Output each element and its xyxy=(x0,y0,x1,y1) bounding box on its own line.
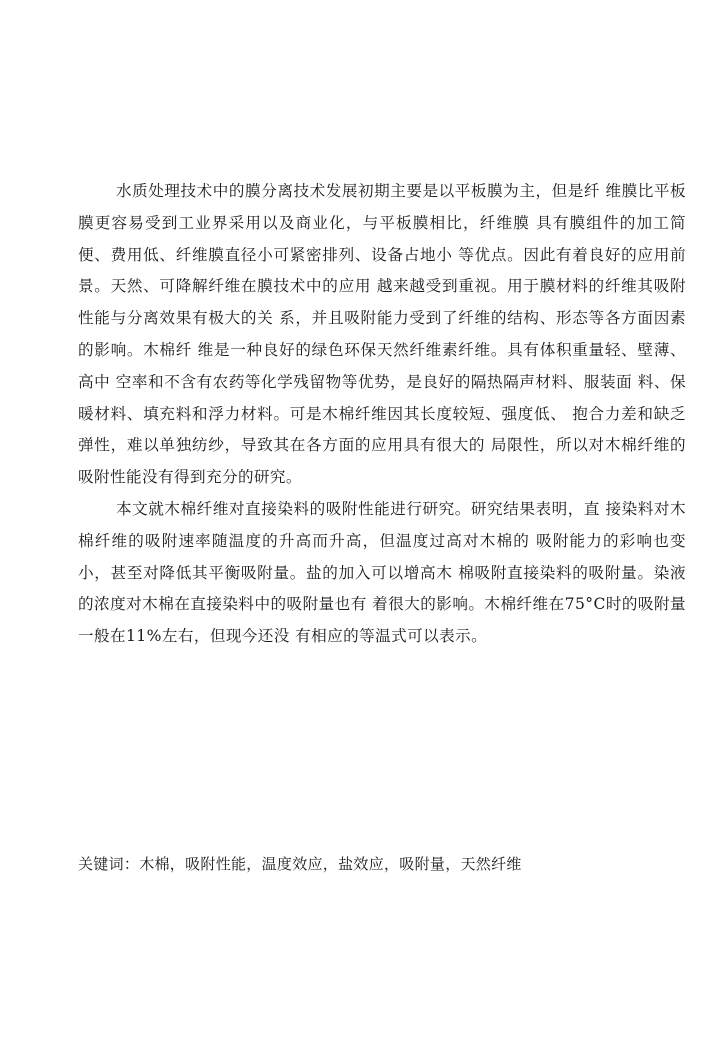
abstract-paragraph-2: 本文就木棉纤维对直接染料的吸附性能进行研究。研究结果表明，直 接染料对木棉纤维的吸附速率随温度的升高而升高，但温度过高对木棉的 吸附能力的彩响也变小，甚至对降低其平衡吸附量。盐的加入可以增高木 棉吸附直接染料的吸附量。染液的浓度对木棉在直接染料中的吸附量也有 着很大的影响。木棉纤维在75°C时的吸附量一般在11%左右，但现今还没 有相应的等温式可以表示。 xyxy=(78,499,686,646)
abstract-body xyxy=(78,176,686,653)
keywords-line: 关键词：木棉，吸附性能，温度效应，盐效应，吸附量，天然纤维 xyxy=(78,855,522,873)
abstract-paragraph-1: 水质处理技术中的膜分离技术发展初期主要是以平板膜为主，但是纤 维膜比平板膜更容易受到工业界采用以及商业化，与平板膜相比，纤维膜 具有膜组件的加工简便、费用低、纤维膜直径小可紧密排列、设备占地小 等优点。因此有着良好的应用前景。天然、可降解纤维在膜技术中的应用 越来越受到重视。用于膜材料的纤维其吸附性能与分离效果有极大的关 系，并且吸附能力受到了纤维的结构、形态等各方面因素的影响。木棉纤 维是一种良好的绿色环保天然纤维素纤维。具有体积重量轻、壁薄、高中 空率和不含有农药等化学残留物等优势，是良好的隔热隔声材料、服装面 料、保暖材料、填充料和浮力材料。可是木棉纤维因其长度较短、强度低、 抱合力差和缺乏弹性，难以单独纺纱，导致其在各方面的应用具有很大的 局限性，所以对木棉纤维的吸附性能没有得到充分的研究。 xyxy=(78,182,686,487)
